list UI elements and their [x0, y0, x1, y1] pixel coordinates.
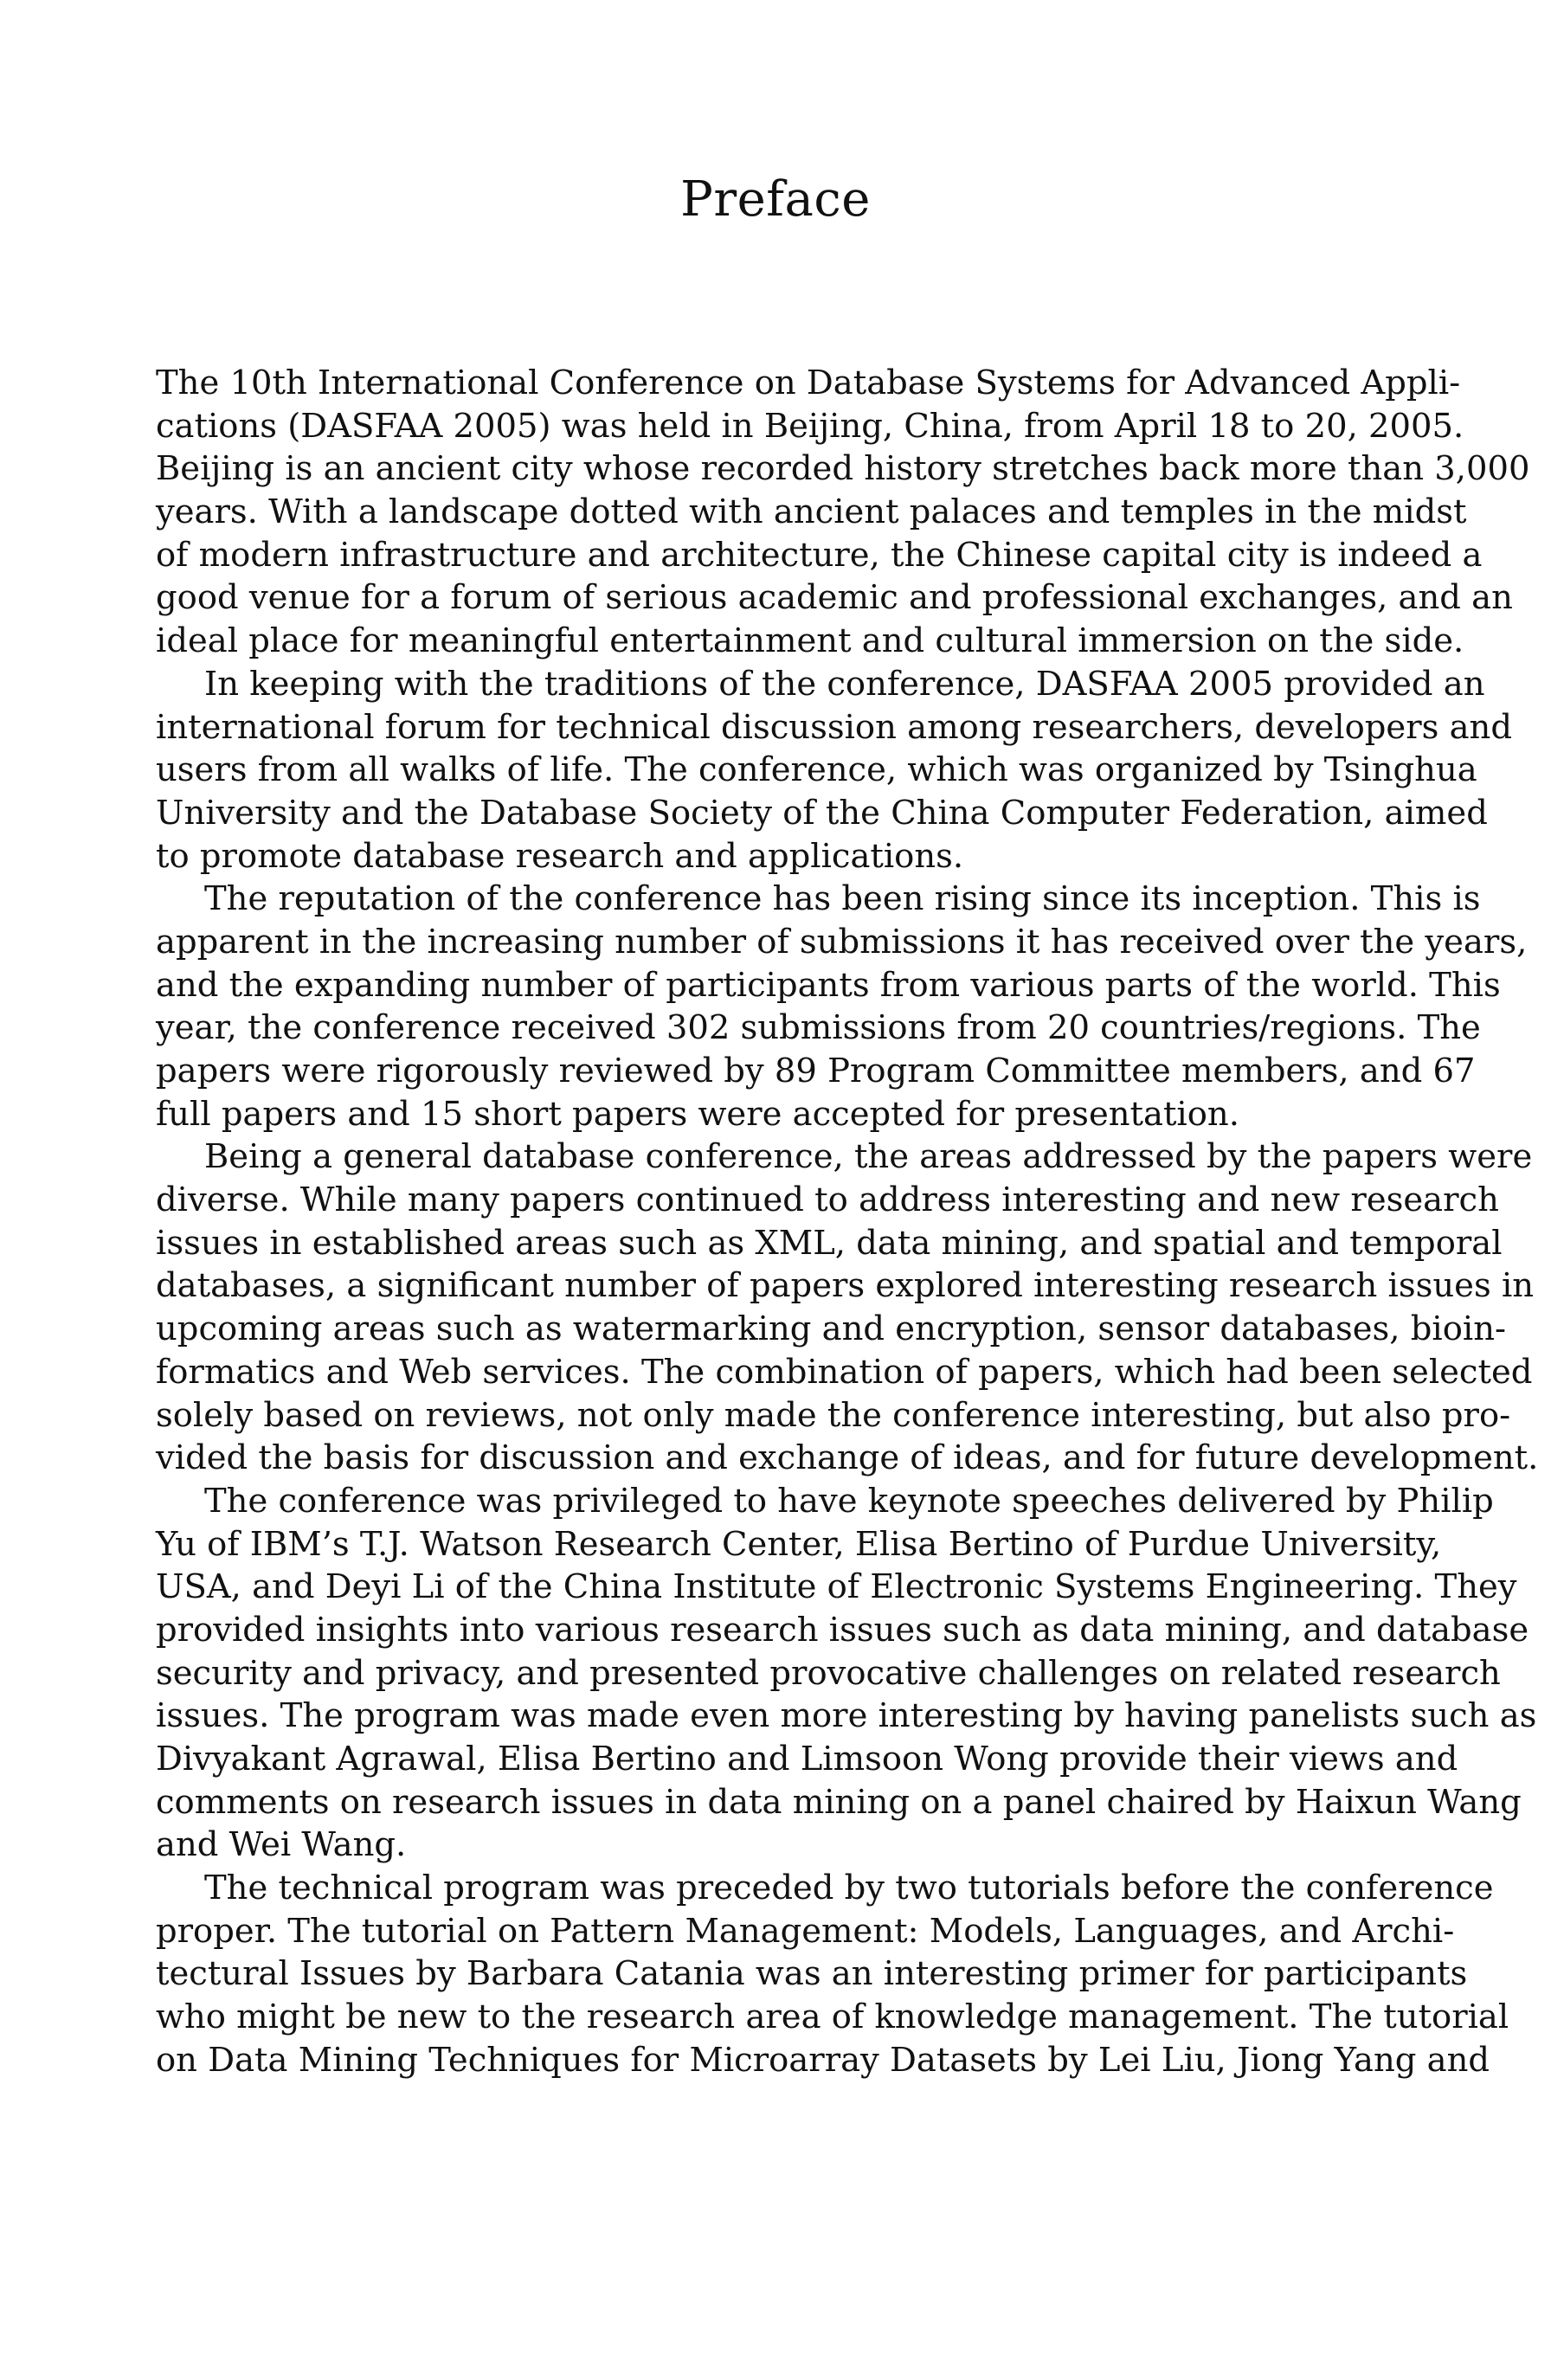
text-line: Divyakant Agrawal, Elisa Bertino and Limsoon Wong provide their views and — [156, 1740, 1458, 1779]
text-line: apparent in the increasing number of submissions it has received over the years, — [156, 922, 1528, 962]
text-line: security and privacy, and presented provocative challenges on related research — [156, 1653, 1501, 1693]
text-line: ideal place for meaningful entertainment and cultural immersion on the side. — [156, 621, 1464, 661]
text-line: international forum for technical discussion among researchers, developers and — [156, 707, 1512, 747]
text-line: upcoming areas such as watermarking and encryption, sensor databases, bioin- — [156, 1309, 1507, 1349]
preface-body — [156, 362, 1539, 2082]
text-line: diverse. While many papers continued to address interesting and new research — [156, 1180, 1499, 1220]
text-line: databases, a significant number of papers explored interesting research issues in — [156, 1266, 1535, 1306]
text-line: and the expanding number of participants from various parts of the world. This — [156, 965, 1501, 1005]
text-line: Beijing is an ancient city whose recorded history stretches back more than 3,000 — [156, 449, 1530, 489]
text-line: good venue for a forum of serious academic and professional exchanges, and an — [156, 578, 1513, 618]
text-line: to promote database research and applications. — [156, 836, 964, 876]
page-title: Preface — [680, 171, 871, 228]
text-line: The conference was privileged to have keynote speeches delivered by Philip — [204, 1481, 1494, 1521]
text-line: on Data Mining Techniques for Microarray Datasets by Lei Liu, Jiong Yang and — [156, 2040, 1490, 2080]
text-line: Being a general database conference, the areas addressed by the papers were — [204, 1137, 1533, 1177]
text-line: The 10th International Conference on Database Systems for Advanced Appli- — [156, 363, 1461, 402]
text-line: provided insights into various research issues such as data mining, and database — [156, 1610, 1529, 1650]
text-line: proper. The tutorial on Pattern Management: Models, Languages, and Archi- — [156, 1911, 1455, 1951]
text-line: issues in established areas such as XML, data mining, and spatial and temporal — [156, 1223, 1503, 1263]
text-line: users from all walks of life. The conference, which was organized by Tsinghua — [156, 750, 1477, 790]
text-line: full papers and 15 short papers were accepted for presentation. — [156, 1094, 1239, 1134]
text-line: and Wei Wang. — [156, 1825, 407, 1865]
text-line: years. With a landscape dotted with ancient palaces and temples in the midst — [156, 492, 1467, 532]
text-line: solely based on reviews, not only made the conference interesting, but also pro- — [156, 1395, 1511, 1435]
text-line: In keeping with the traditions of the conference, DASFAA 2005 provided an — [204, 664, 1485, 704]
text-line: comments on research issues in data mining on a panel chaired by Haixun Wang — [156, 1782, 1522, 1822]
text-line: Yu of IBM’s T.J. Watson Research Center, Elisa Bertino of Purdue University, — [156, 1524, 1442, 1564]
text-line: issues. The program was made even more interesting by having panelists such as — [156, 1696, 1537, 1736]
text-line: University and the Database Society of the China Computer Federation, aimed — [156, 793, 1488, 833]
text-line: who might be new to the research area of knowledge management. The tutorial — [156, 1997, 1509, 2037]
text-line: USA, and Deyi Li of the China Institute of Electronic Systems Engineering. They — [156, 1567, 1517, 1607]
text-line: papers were rigorously reviewed by 89 Program Committee members, and 67 — [156, 1052, 1476, 1090]
text-line: formatics and Web services. The combination of papers, which had been selected — [156, 1352, 1533, 1392]
text-line: of modern infrastructure and architecture, the Chinese capital city is indeed a — [156, 535, 1483, 575]
text-line: The technical program was preceded by two tutorials before the conference — [204, 1869, 1494, 1908]
text-line: vided the basis for discussion and exchange of ideas, and for future development. — [156, 1438, 1539, 1478]
text-line: tectural Issues by Barbara Catania was an interesting primer for participants — [156, 1954, 1468, 1994]
text-line: year, the conference received 302 submissions from 20 countries/regions. The — [156, 1008, 1481, 1048]
text-line: cations (DASFAA 2005) was held in Beijing, China, from April 18 to 20, 2005. — [156, 406, 1464, 446]
text-line: The reputation of the conference has been rising since its inception. This is — [204, 879, 1481, 919]
